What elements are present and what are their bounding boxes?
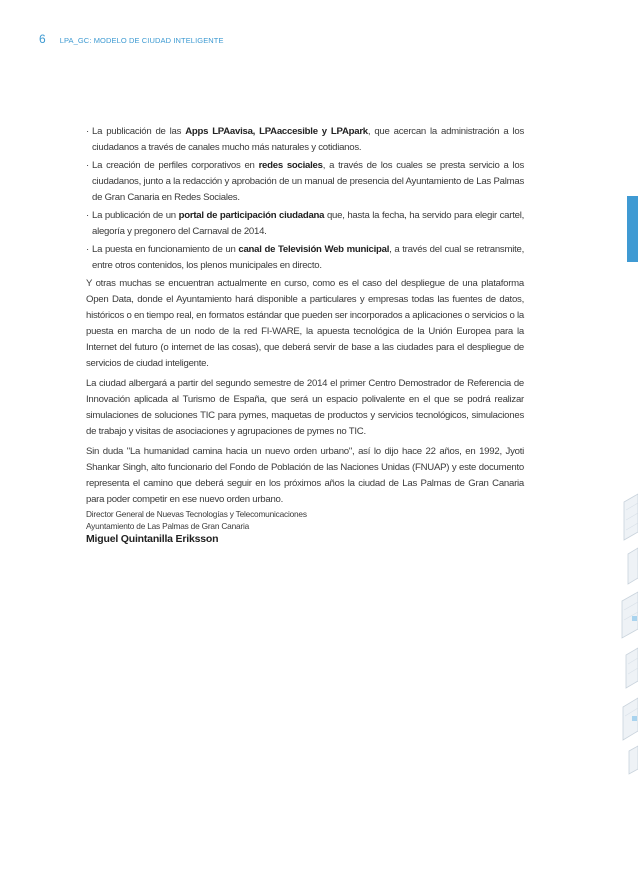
bullet-item: · La publicación de un portal de participación ciudadana que, hasta la fecha, ha servido para elegir cartel, alegoría y pregonero del Carnaval de 2014. bbox=[86, 208, 524, 240]
signature-organization: Ayuntamiento de Las Palmas de Gran Canaria bbox=[86, 520, 250, 531]
paragraph: Sin duda "La humanidad camina hacia un nuevo orden urbano", así lo dijo hace 22 años, en 1992, Jyoti Shankar Singh, alto funcionario del Fondo de Población de las Naciones Unidas (FNUAP) y este documento representa el camino que deberá seguir en los próximos años la ciudad de Las Palmas de Gran Canaria para poder competir en ese nuevo orden urbano. bbox=[86, 446, 524, 505]
page-number: 6 bbox=[39, 32, 46, 46]
signature-title: Director General de Nuevas Tecnologías y Telecomunicaciones bbox=[86, 509, 307, 519]
paragraph: Y otras muchas se encuentran actualmente en curso, como es el caso del despliegue de una plataforma Open Data, donde el Ayuntamiento hará disponible a particulares y empresas todas las fuentes de datos, históricos o en tiempo real, en formatos estándar que pueden ser incorporados a aplicaciones o servicios o la puesta en marcha de un nodo de la red FI-WARE, la apuesta tecnológica de la Unión Europea para la Internet del futuro (o internet de las cosas), que deberá servir de base a las ciudades para el despliegue de servicios de ciudad inteligente. bbox=[86, 278, 524, 369]
highlighted-term: redes sociales bbox=[258, 160, 323, 171]
paragraph: La ciudad albergará a partir del segundo semestre de 2014 el primer Centro Demostrador de Referencia de Innovación aplicada al Turismo de España, que será un espacio polivalente en el que se podrá realizar simulaciones de soluciones TIC para pymes, maquetas de productos y servicios tecnológicos, simulaciones de trabajo y visitas de asociaciones y agrupaciones de pymes no TIC. bbox=[86, 378, 524, 437]
highlighted-term: Apps LPAavisa, LPAaccesible y LPApark bbox=[185, 126, 368, 137]
highlighted-term: canal de Televisión Web municipal bbox=[238, 244, 390, 255]
body-text bbox=[86, 124, 524, 512]
bullet-item: · La creación de perfiles corporativos en redes sociales, a través de los cuales se presta servicio a los ciudadanos, junto a la redacción y aprobación de un manual de presencia del Ayuntamiento de Las Palmas de Gran Canaria en Redes Sociales. bbox=[86, 158, 524, 206]
bullet-marker: · bbox=[86, 210, 89, 221]
signature-block bbox=[86, 509, 524, 546]
page-header bbox=[39, 32, 224, 46]
signature-name: Miguel Quintanilla Eriksson bbox=[86, 533, 219, 545]
bullet-item: · La puesta en funcionamiento de un canal de Televisión Web municipal, a través del cual se retransmite, entre otros contenidos, los plenos municipales en directo. bbox=[86, 242, 524, 274]
city-illustration-decoration bbox=[618, 488, 638, 778]
running-title: LPA_GC: MODELO DE CIUDAD INTELIGENTE bbox=[59, 36, 224, 45]
bullet-item: · La publicación de las Apps LPAavisa, LPAaccesible y LPApark, que acercan la administración a los ciudadanos a través de canales mucho más naturales y cotidianos. bbox=[86, 124, 524, 156]
highlighted-term: portal de participación ciudadana bbox=[178, 210, 325, 221]
side-tab-marker bbox=[627, 196, 638, 262]
bullet-marker: · bbox=[86, 126, 89, 137]
bullet-marker: · bbox=[86, 244, 89, 255]
bullet-marker: · bbox=[86, 160, 89, 171]
